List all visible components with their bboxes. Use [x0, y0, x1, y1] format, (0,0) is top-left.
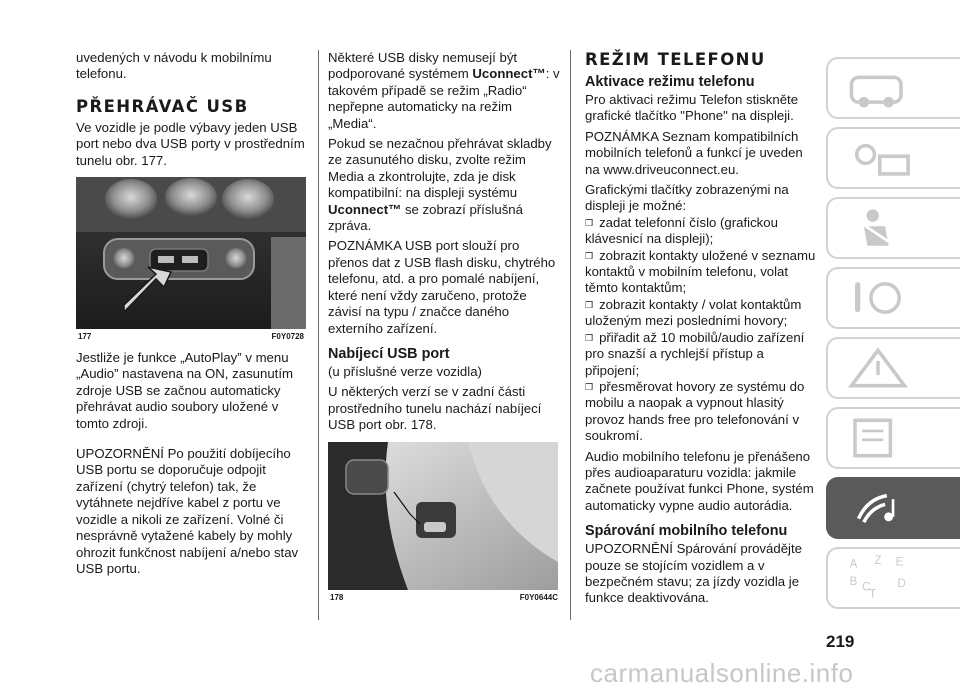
bullet-icon: ❒ — [585, 332, 594, 343]
paragraph: U některých verzí se v zadní části prostředního tunelu nachází nabíjecí USB port obr. 178. — [328, 384, 542, 433]
bullet-list — [585, 215, 817, 445]
figure-number: 178 — [330, 592, 344, 602]
car-dashboard-icon — [838, 65, 918, 111]
service-schedule-icon — [838, 415, 918, 461]
column-divider — [570, 50, 571, 620]
index-letter: A — [849, 558, 858, 571]
figure-number: 177 — [78, 332, 92, 342]
chapter-tab[interactable] — [826, 477, 960, 539]
chapter-tab[interactable] — [826, 337, 960, 399]
page-number: 219 — [826, 632, 855, 651]
column-3 — [585, 50, 817, 607]
subheading-activation: Aktivace režimu telefonu — [585, 74, 755, 90]
index-letter: E — [895, 556, 904, 569]
bullet-item: ❒ přesměrovat hovory ze systému do mobilu a naopak a vypnout hlasitý provoz hands free pro telefonování v soukromí. — [585, 378, 805, 444]
bullet-item: ❒ přiřadit až 10 mobilů/audio zařízení pro snazší a rychlejší přístup a připojení; — [585, 329, 805, 378]
bullet-icon: ❒ — [585, 381, 594, 392]
index-alphabet-icon — [838, 555, 918, 601]
index-letter: T — [869, 588, 877, 601]
footer-watermark: carmanualsonline.info — [590, 658, 854, 688]
index-letter: D — [897, 577, 906, 590]
paragraph: Grafickými tlačítky zobrazenými na displeji je možné: — [585, 182, 789, 214]
bullet-item: ❒ zobrazit kontakty / volat kontaktům uloženým mezi posledními hovory; — [585, 296, 802, 329]
index-letter: Z — [874, 555, 882, 567]
bullet-icon: ❒ — [585, 299, 594, 310]
paragraph: Některé USB disky nemusejí být podporované systémem Uconnect™: v takovém případě se režim „Radio“ nepřepne automaticky na režim „Media“. — [328, 50, 560, 131]
column-1 — [76, 50, 306, 577]
index-letter: C — [862, 581, 871, 594]
chapter-tab[interactable] — [826, 57, 960, 119]
bullet-icon: ❒ — [585, 217, 594, 228]
figure-177 — [76, 177, 306, 341]
bullet-item: ❒ zadat telefonní číslo (grafickou klávesnicí na displeji); — [585, 214, 778, 247]
chapter-tab[interactable] — [826, 267, 960, 329]
chapter-tab[interactable] — [826, 197, 960, 259]
figure-code: F0Y0644C — [519, 592, 558, 602]
column-2 — [328, 50, 560, 602]
figure-178-image — [328, 442, 558, 590]
index-letter: B — [849, 576, 858, 589]
paragraph: Ve vozidle je podle výbavy jeden USB port nebo dva USB porty v prostředním tunelu obr. 177. — [76, 119, 305, 168]
multimedia-icon — [838, 485, 918, 531]
warning-lights-icon — [838, 135, 918, 181]
paragraph: Pro aktivaci režimu Telefon stiskněte grafické tlačítko "Phone" na displeji. — [585, 92, 799, 124]
warning-paragraph: UPOZORNĚNÍ Po použití dobíjecího USB portu se doporučuje odpojit zařízení (chytrý telefon) tak, že vytáhnete nejdříve kabel z portu ve vozidle a nikoli ze zařízení. Volné či nesprávně vytažené kabely by mohly ohrozit funkčnost nabíjení a/nebo stav USB portu. — [76, 446, 299, 576]
subheading-pairing: Spárování mobilního telefonu — [585, 523, 788, 540]
chapter-tab[interactable] — [826, 407, 960, 469]
paragraph: Audio mobilního telefonu je přenášeno přes audioaparaturu vozidla: jakmile začnete používat funkci Phone, systém automaticky vypne audio autorádia. — [585, 448, 814, 513]
paragraph: (u příslušné verze vozidla) — [328, 363, 482, 379]
paragraph: uvedených v návodu k mobilnímu telefonu. — [76, 50, 272, 82]
paragraph: Pokud se nezačnou přehrávat skladby ze zasunutého disku, zvolte režim Media a zkontrolujte, zda je disk kompatibilní: na displeji systému Uconnect™ se zobrazí příslušná zpráva. — [328, 136, 552, 234]
figure-code: F0Y0728 — [271, 332, 304, 342]
section-title-phone-mode: REŽIM TELEFONU — [585, 50, 766, 69]
column-divider — [318, 50, 319, 620]
wrench-steering-icon — [838, 275, 918, 321]
section-title-usb-player: PŘEHRÁVAČ USB — [76, 96, 249, 116]
seat-belt-icon — [838, 205, 918, 251]
note-paragraph: POZNÁMKA Seznam kompatibilních mobilních telefonů a funkcí je uveden na www.driveuconnect.eu. — [585, 128, 803, 177]
warning-triangle-icon — [838, 345, 918, 391]
bullet-item: ❒ zobrazit kontakty uložené v seznamu kontaktů v mobilním telefonu, volat těmto kontaktům; — [585, 247, 816, 296]
subheading-charging-port: Nabíjecí USB port — [328, 345, 450, 362]
chapter-tabs — [826, 57, 960, 617]
warning-paragraph: UPOZORNĚNÍ Spárování provádějte pouze se stojícím vozidlem a v bezpečném stavu; za jízdy vozidla je funkce deaktivována. — [585, 541, 802, 606]
chapter-tab[interactable] — [826, 127, 960, 189]
chapter-tab[interactable] — [826, 547, 960, 609]
bullet-icon: ❒ — [585, 250, 594, 261]
figure-177-image — [76, 177, 306, 329]
note-paragraph: POZNÁMKA USB port slouží pro přenos dat z USB flash disku, chytrého telefonu, atd. a pro pomalé nabíjení, které není vždy zaručeno, protože závisí na typu / značce daného externího zařízení. — [328, 238, 556, 336]
paragraph: Jestliže je funkce „AutoPlay” v menu „Audio” nastavena na ON, zasunutím zdroje USB se začnou automaticky přehrávat audio soubory uložené v tomto zdroji. — [76, 350, 293, 431]
figure-178 — [328, 442, 560, 602]
